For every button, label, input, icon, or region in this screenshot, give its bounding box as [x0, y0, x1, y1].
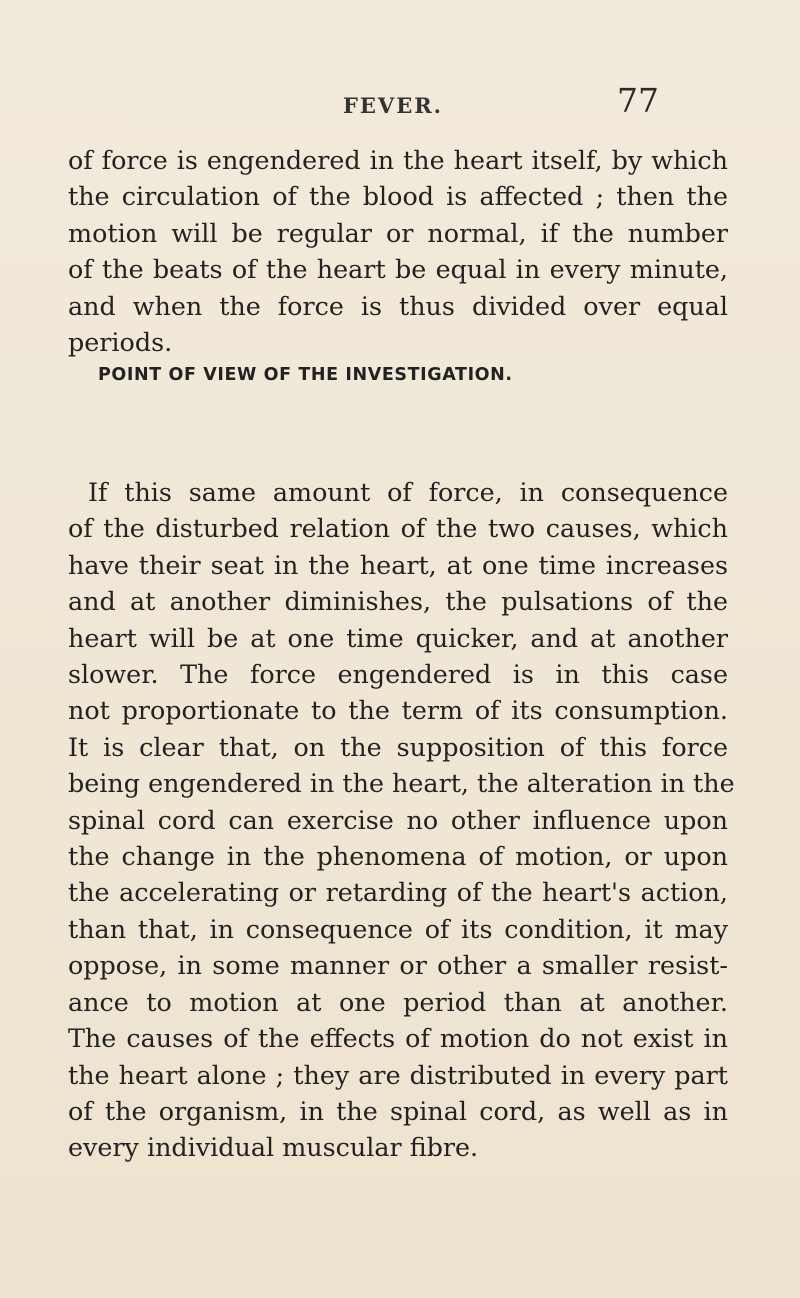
text-line: motion will be regular or normal, if the number	[68, 217, 728, 248]
text-line: It is clear that, on the supposition of this force	[68, 731, 728, 762]
text-line: If this same amount of force, in consequence	[88, 477, 728, 507]
page-number: 77	[617, 81, 659, 120]
text-line: and at another diminishes, the pulsations of the	[68, 586, 728, 617]
text-line: the accelerating or retarding of the heart's action,	[68, 877, 728, 908]
running-head	[0, 83, 800, 123]
text-line: The causes of the effects of motion do not exist in	[68, 1023, 728, 1054]
section-heading: POINT OF VIEW OF THE INVESTIGATION.	[98, 365, 513, 385]
paragraph-2	[68, 474, 735, 1166]
text-line: not proportionate to the term of its consumption.	[68, 695, 728, 726]
text-line: the change in the phenomena of motion, or upon	[68, 841, 728, 872]
text-line: of force is engendered in the heart itself, by which	[68, 145, 728, 175]
text-line: being engendered in the heart, the alteration in the	[68, 768, 735, 799]
running-title: FEVER.	[343, 93, 443, 118]
text-line: of the organism, in the spinal cord, as well as in	[68, 1095, 728, 1126]
text-line: of the disturbed relation of the two causes, which	[68, 513, 728, 544]
text-line: than that, in consequence of its condition, it may	[68, 913, 728, 944]
text-line: spinal cord can exercise no other influence upon	[68, 804, 728, 835]
text-line: slower. The force engendered is in this case	[68, 659, 728, 690]
text-line: of the beats of the heart be equal in every minute,	[68, 254, 728, 285]
text-line: periods.	[68, 327, 173, 358]
text-line: and when the force is thus divided over equal	[68, 290, 728, 321]
text-line: oppose, in some manner or other a smaller resist-	[68, 950, 728, 981]
text-line: the heart alone ; they are distributed in every part	[68, 1059, 728, 1090]
text-line: the circulation of the blood is affected ; then the	[68, 181, 728, 212]
text-line: have their seat in the heart, at one time increases	[68, 549, 728, 580]
text-line: ance to motion at one period than at another.	[68, 986, 728, 1017]
paragraph-1	[68, 142, 728, 360]
text-line: heart will be at one time quicker, and at another	[68, 622, 728, 653]
text-line: every individual muscular fibre.	[68, 1132, 479, 1163]
